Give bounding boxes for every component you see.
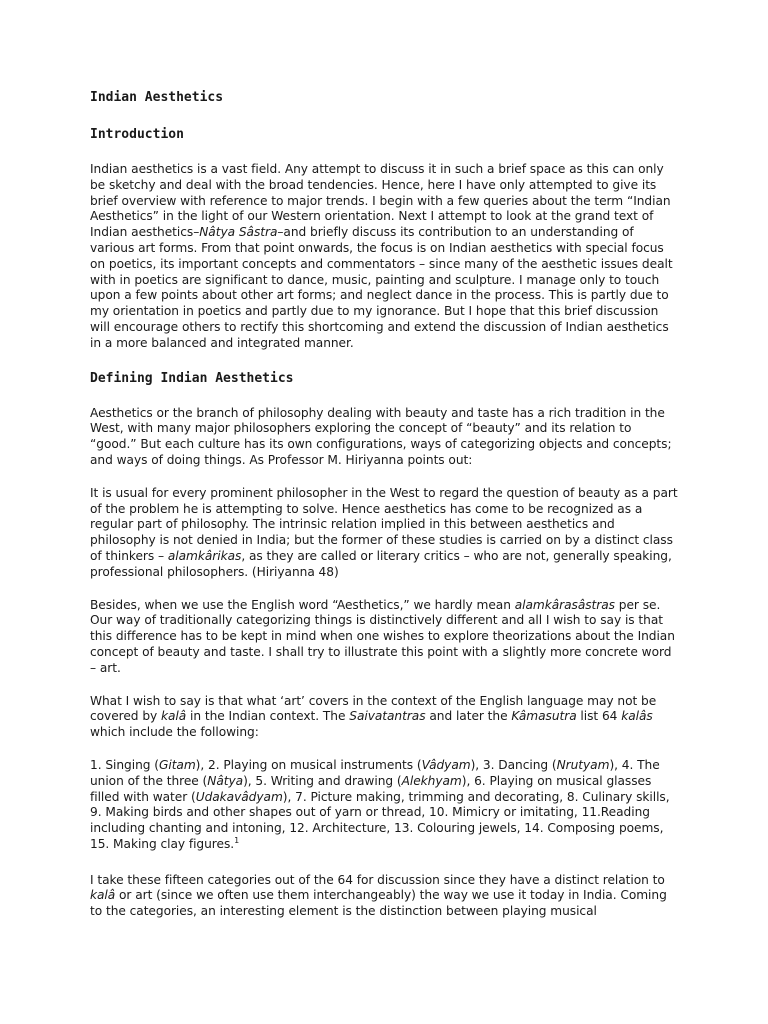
- section-heading-introduction: Introduction: [90, 127, 184, 142]
- quote-paragraph: It is usual for every prominent philosopher in the West to regard the question of beauty as a part of the problem he is attempting to solve. Hence aesthetics has come to be recognized as a regular part of philosophy. The intrinsic relation implied in this between aesthetics and philosophy is not denied in India; but the former of these studies is carried on by a distinct class of thinkers – alamkârikas, as they are called or literary critics – who are not, generally speaking, professional philosophers. (Hiriyanna 48): [90, 485, 678, 579]
- document-title: Indian Aesthetics: [90, 90, 224, 105]
- defining-paragraph: Aesthetics or the branch of philosophy dealing with beauty and taste has a rich tradition in the West, with many major philosophers exploring the concept of “beauty” and its relation to “good.” But each culture has its own configurations, ways of categorizing objects and concepts; and ways of doing things. As Professor M. Hiriyanna points out:: [90, 405, 672, 467]
- section-heading-defining: Defining Indian Aesthetics: [90, 370, 294, 386]
- besides-paragraph: Besides, when we use the English word “Aesthetics,” we hardly mean alamkârasâstras per se. Our way of traditionally categorizing things is distinctively different and all I wish to say is that this difference has to be kept in mind when one wishes to explore theorizations about the Indian concept of beauty and taste. I shall try to illustrate this point with a slightly more concrete word – art.: [90, 597, 675, 675]
- art-paragraph: What I wish to say is that what ‘art’ covers in the context of the English language may not be covered by kalâ in the Indian context. The Saivatantras and later the Kâmasutra list 64 kalâs which include the following:: [90, 693, 657, 740]
- document-page: [90, 88, 680, 937]
- kalas-list-paragraph: 1. Singing (Gitam), 2. Playing on musical instruments (Vâdyam), 3. Dancing (Nrutyam), 4. The union of the three (Nâtya), 5. Writing and drawing (Alekhyam), 6. Playing on musical glasses filled with water (Udakavâdyam), 7. Picture making, trimming and decorating, 8. Culinary skills, 9. Making birds and other shapes out of yarn or thread, 10. Mimicry or imitating, 11.Reading including chanting and intoning, 12. Architecture, 13. Colouring jewels, 14. Composing poems, 15. Making clay figures.$^1$: [90, 757, 670, 851]
- footnote-marker[interactable]: 1: [234, 835, 240, 845]
- intro-paragraph: Indian aesthetics is a vast field. Any attempt to discuss it in such a brief space as this can only be sketchy and deal with the broad tendencies. Hence, here I have only attempted to give its brief overview with reference to major trends. I begin with a few queries about the term “Indian Aesthetics” in the light of our Western orientation. Next I attempt to look at the grand text of Indian aesthetics–Nâtya Sâstra–and briefly discuss its contribution to an understanding of various art forms. From that point onwards, the focus is on Indian aesthetics with special focus on poetics, its important concepts and commentators – since many of the aesthetic issues dealt with in poetics are significant to dance, music, painting and sculpture. I manage only to touch upon a few points about other art forms; and neglect dance in the process. This is partly due to my orientation in poetics and partly due to my ignorance. But I hope that this brief discussion will encourage others to rectify this shortcoming and extend the discussion of Indian aesthetics in a more balanced and integrated manner.: [90, 162, 673, 350]
- fifteen-categories-paragraph: I take these fifteen categories out of the 64 for discussion since they have a distinct relation to kalâ or art (since we often use them interchangeably) the way we use it today in India. Coming to the categories, an interesting element is the distinction between playing musical: [90, 872, 667, 919]
